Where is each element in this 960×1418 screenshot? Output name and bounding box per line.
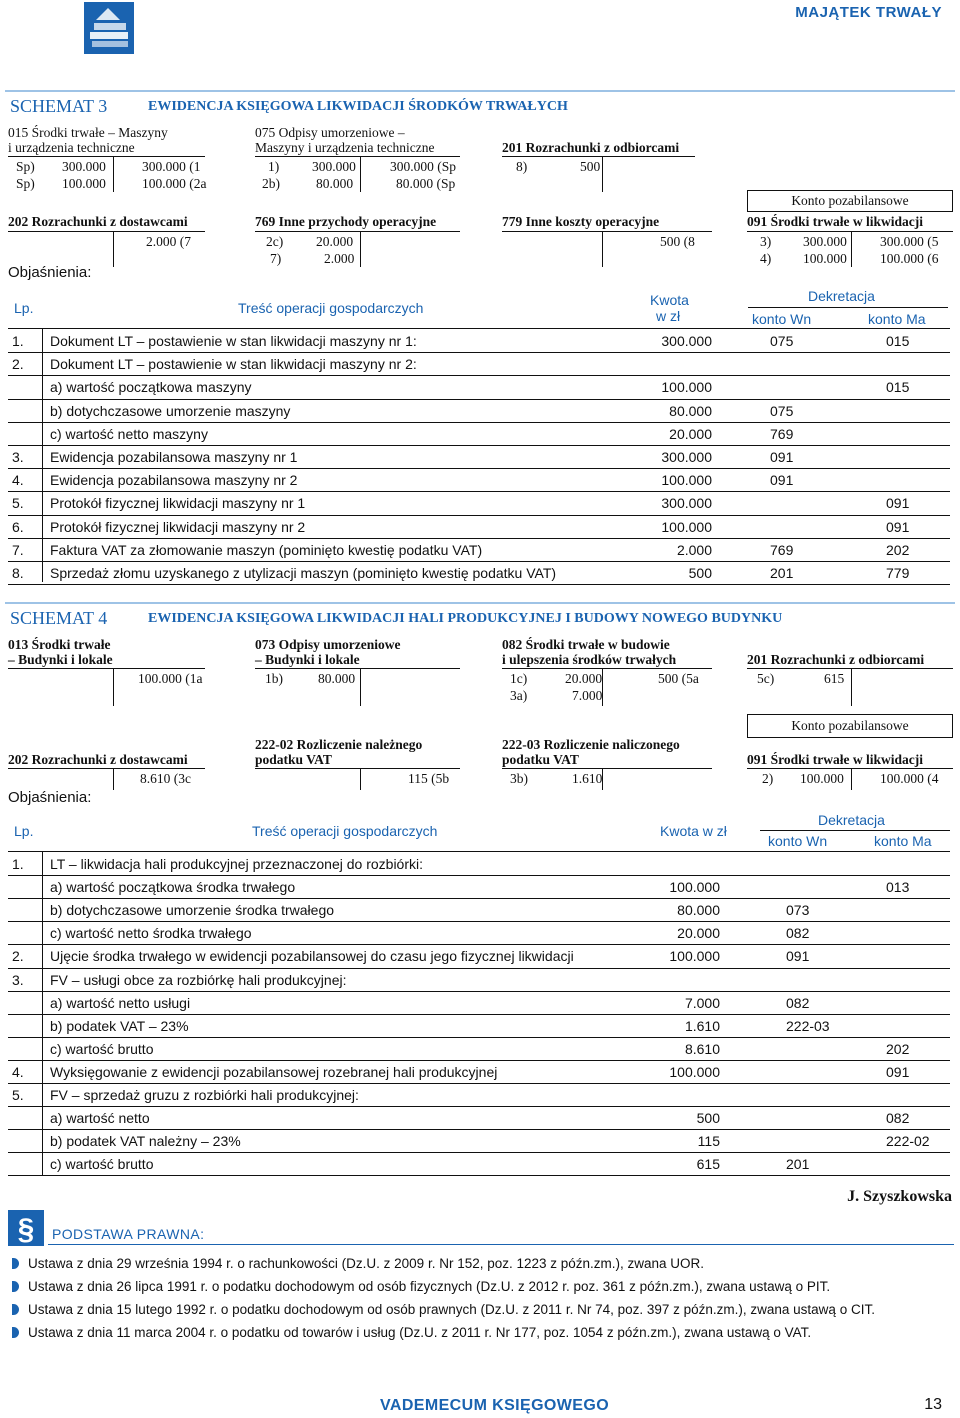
cell-ma: 091 [886,1063,910,1080]
cell-kwota: 20.000 [669,425,712,442]
cell-text: b) dotychczasowe umorzenie środka trwałego [50,902,335,919]
cell-ma: 091 [886,518,910,535]
cell-kwota: 2.000 [676,541,712,558]
t-cell: 300.000 (5 [880,234,939,249]
col-ma: konto Ma [868,311,926,327]
cell-text: Dokument LT – postawienie w stan likwidacji maszyny nr 2: [50,356,417,373]
t-cell: 4) [760,251,772,266]
cell-wn: 201 [770,565,794,581]
t-cell: 20.000 [565,671,603,686]
bullet-icon [12,1327,19,1338]
t-cell: 7) [270,251,282,266]
t-cell: 100.000 (2a [142,176,207,191]
cell-wn: 769 [770,425,794,442]
cell-text: Faktura VAT za złomowanie maszyn (pominięto kwestię podatku VAT) [50,541,483,558]
cell-kwota: 20.000 [677,925,720,942]
cell-kwota: 80.000 [677,902,720,919]
cell-ma: 082 [886,1110,910,1127]
t-cell: 2) [762,771,774,786]
cell-wn: 091 [786,948,810,965]
cell-kwota: 100.000 [661,472,712,489]
t-cell: 80.000 (Sp [396,176,456,191]
acc201-4-title: 201 Rozrachunki z odbiorcami [747,652,925,667]
cell-lp: 2. [12,356,24,373]
cell-text: a) wartość netto [50,1110,150,1127]
schema4-title: EWIDENCJA KSIĘGOWA LIKWIDACJI HALI PRODUKCYJNEJ I BUDOWY NOWEGO BUDYNKU [148,611,783,626]
t-cell: 500 (8 [660,234,695,249]
cell-text: Dokument LT – postawienie w stan likwidacji maszyny nr 1: [50,333,417,349]
cell-kwota: 615 [696,1156,720,1173]
t-cell: 1c) [510,671,528,686]
col-dekretacja: Dekretacja [808,288,875,304]
cell-kwota: 8.610 [684,1040,720,1057]
t-cell: Sp) [16,159,35,174]
cell-text: c) wartość netto maszyny [50,425,208,442]
legal-item [12,1325,811,1340]
acc22202-title: 222-02 Rozliczenie należnego podatku VAT [255,737,423,767]
cell-ma: 222-02 [886,1133,930,1150]
acc091-4-title: 091 Środki trwałe w likwidacji [747,752,924,767]
cell-wn: 222-03 [786,1017,830,1034]
t-cell: 615 [824,671,845,686]
acc779-title: 779 Inne koszty operacyjne [502,214,660,229]
t-cell: 300.000 [62,159,106,174]
col-dekretacja-4: Dekretacja [818,812,885,828]
cell-kwota: 300.000 [661,333,712,349]
cell-kwota: 300.000 [661,449,712,465]
page-number: 13 [924,1396,942,1413]
t-cell: 100.000 (4 [880,771,939,786]
cell-ma: 013 [886,879,910,896]
schema3-title: EWIDENCJA KSIĘGOWA LIKWIDACJI ŚRODKÓW TRWAŁYCH [148,99,568,114]
footer-title: VADEMECUM KSIĘGOWEGO [380,1397,610,1414]
t-cell: 2c) [266,234,284,249]
schema3-bar [5,90,955,118]
cell-wn: 073 [786,902,810,919]
col-ma-4: konto Ma [874,833,932,849]
acc075-title: 075 Odpisy umorzeniowe – Maszyny i urządzenia techniczne [255,125,435,155]
col-tresc: Treść operacji gospodarczych [238,300,424,316]
cell-text: Ewidencja pozabilansowa maszyny nr 1 [50,449,298,465]
col-wn-4: konto Wn [768,833,828,849]
t-cell: 3a) [510,688,528,703]
cell-wn: 091 [770,449,794,465]
legal-text: Ustawa z dnia 29 września 1994 r. o rachunkowości (Dz.U. z 2009 r. Nr 152, poz. 1223 z późn.zm.), zwana UOR. [28,1256,705,1271]
t-cell: 80.000 [316,176,354,191]
t-cell: 2.000 (7 [146,234,191,249]
col-lp-4: Lp. [14,823,34,839]
acc22203-title: 222-03 Rozliczenie naliczonego podatku VAT [502,737,680,767]
paragraph-icon [8,1210,44,1246]
acc015-title: 015 Środki trwałe – Maszyny i urządzenia techniczne [8,125,168,155]
t-cell: 100.000 (6 [880,251,939,266]
cell-lp: 2. [12,948,24,965]
konto-pozabilansowe-label-4: Konto pozabilansowe [747,714,953,738]
cell-ma: 779 [886,565,910,581]
acc013-title: 013 Środki trwałe – Budynki i lokale [8,637,113,667]
cell-ma: 091 [886,495,910,512]
t-cell: 1b) [265,671,283,686]
svg-text:§: § [17,1213,35,1246]
cell-ma: 202 [886,1040,910,1057]
cell-text: b) podatek VAT – 23% [50,1017,189,1034]
t-cell: 7.000 [572,688,603,703]
cell-kwota: 80.000 [669,402,712,419]
cell-ma: 015 [886,379,910,396]
cell-kwota: 115 [697,1133,720,1150]
cell-kwota: 100.000 [661,518,712,535]
schema4-bar [5,602,955,630]
objasnienia-heading-4: Objaśnienia: [8,789,92,806]
cell-kwota: 500 [696,1110,720,1127]
cell-kwota: 100.000 [669,948,720,965]
cell-text: a) wartość początkowa środka trwałego [50,879,296,896]
legal-item [12,1302,875,1317]
cell-lp: 7. [12,541,24,558]
t-cell: 500 (5a [658,671,699,686]
schema4-label: SCHEMAT 4 [10,608,108,628]
cell-text: a) wartość netto usługi [50,994,191,1011]
cell-kwota: 7.000 [684,994,720,1011]
t-cell: 8.610 (3c [140,771,191,786]
legal-text: Ustawa z dnia 11 marca 2004 r. o podatku od towarów i usług (Dz.U. z 2011 r. Nr 177, poz. 1054 z późn.zm.), zwana ustawą o VAT. [28,1325,812,1340]
t-cell: 1.610 [572,771,603,786]
cell-lp: 8. [12,565,24,581]
t-cell: 115 (5b [408,771,450,786]
cell-wn: 082 [786,925,810,942]
cell-text: FV – usługi obce za rozbiórkę hali produkcyjnej: [50,971,347,988]
legal-text: Ustawa z dnia 15 lutego 1992 r. o podatku dochodowym od osób prawnych (Dz.U. z 2011 r. Nr 74, poz. 397 z późn.zm.), zwana ustawą o CIT. [28,1302,875,1317]
cell-wn: 075 [770,402,794,419]
col-kwota-unit: w zł [656,308,681,324]
bullet-icon [12,1258,19,1269]
cell-wn: 769 [770,541,794,558]
cell-ma: 202 [886,541,910,558]
cell-text: c) wartość netto środka trwałego [50,925,252,942]
cell-wn: 082 [786,994,810,1011]
bullet-icon [12,1281,19,1292]
cell-text: LT – likwidacja hali produkcyjnej przeznaczonej do rozbiórki: [50,856,424,872]
t-cell: 5c) [757,671,775,686]
cell-lp: 4. [12,1063,24,1080]
schema3-label: SCHEMAT 3 [10,96,108,116]
t-cell: Sp) [16,176,35,191]
t-cell: 300.000 (1 [142,159,201,174]
t-cell: 80.000 [318,671,356,686]
t-cell: 500 [580,159,601,174]
cell-wn: 201 [786,1156,810,1173]
acc201-title: 201 Rozrachunki z odbiorcami [502,140,680,155]
cell-text: Protokół fizycznej likwidacji maszyny nr 2 [50,518,306,535]
t-cell: 2b) [262,176,280,191]
t-cell: 8) [516,159,528,174]
book-stack-icon [84,2,134,54]
cell-kwota: 100.000 [669,879,720,896]
cell-ma: 015 [886,333,910,349]
t-cell: 100.000 [62,176,106,191]
t-cell: 100.000 [800,771,844,786]
cell-text: b) dotychczasowe umorzenie maszyny [50,402,291,419]
cell-lp: 4. [12,472,24,489]
cell-text: c) wartość brutto [50,1156,154,1173]
cell-text: Ujęcie środka trwałego w ewidencji pozabilansowej do czasu jego fizycznej likwidacji [50,948,574,965]
cell-text: Wyksięgowanie z ewidencji pozabilansowej rozebranej hali produkcyjnej [50,1063,498,1080]
cell-lp: 3. [12,449,24,465]
cell-kwota: 500 [688,565,712,581]
cell-text: c) wartość brutto [50,1040,154,1057]
acc091-title: 091 Środki trwałe w likwidacji [747,214,924,229]
t-cell: 2.000 [324,251,355,266]
col-lp: Lp. [14,300,34,316]
acc073-title: 073 Odpisy umorzeniowe – Budynki i lokale [255,637,401,667]
podstawa-heading: PODSTAWA PRAWNA: [52,1226,205,1242]
header-title: MAJĄTEK TRWAŁY [795,4,942,21]
cell-text: a) wartość początkowa maszyny [50,379,252,396]
t-cell: 100.000 [803,251,847,266]
t-cell: 20.000 [316,234,354,249]
cell-lp: 5. [12,495,24,512]
col-kwota: Kwota [650,292,689,308]
col-wn: konto Wn [752,311,812,327]
legal-item [12,1279,830,1294]
cell-lp: 1. [12,856,24,872]
cell-wn: 091 [770,472,794,489]
cell-text: b) podatek VAT należny – 23% [50,1133,241,1150]
bullet-icon [12,1304,19,1315]
cell-lp: 5. [12,1087,24,1103]
acc769-title: 769 Inne przychody operacyjne [255,214,437,229]
cell-text: Sprzedaż złomu uzyskanego z utylizacji maszyn (pominięto kwestię podatku VAT) [50,565,557,581]
cell-lp: 3. [12,971,24,988]
cell-text: FV – sprzedaż gruzu z rozbiórki hali produkcyjnej: [50,1087,359,1103]
cell-kwota: 1.610 [684,1017,720,1034]
t-cell: 300.000 [312,159,356,174]
cell-kwota: 100.000 [669,1063,720,1080]
cell-lp: 1. [12,333,24,349]
legal-item [12,1256,704,1271]
konto-pozabilansowe-label: Konto pozabilansowe [747,190,953,212]
t-cell: 3) [760,234,772,249]
acc202-4-title: 202 Rozrachunki z dostawcami [8,752,188,767]
t-cell: 1) [268,159,280,174]
cell-lp: 6. [12,518,24,535]
cell-text: Ewidencja pozabilansowa maszyny nr 2 [50,472,298,489]
acc202-title: 202 Rozrachunki z dostawcami [8,214,188,229]
cell-text: Protokół fizycznej likwidacji maszyny nr 1 [50,495,306,512]
cell-kwota: 300.000 [661,495,712,512]
legal-text: Ustawa z dnia 26 lipca 1991 r. o podatku dochodowym od osób fizycznych (Dz.U. z 2012 r. poz. 361 z późn.zm.), zwana ustawą o PIT. [28,1279,831,1294]
cell-kwota: 100.000 [661,379,712,396]
t-cell: 100.000 (1a [138,671,203,686]
t-cell: 300.000 [803,234,847,249]
objasnienia-heading: Objaśnienia: [8,264,92,281]
author: J. Szyszkowska [847,1188,952,1205]
col-tresc-4: Treść operacji gospodarczych [252,823,438,839]
cell-wn: 075 [770,333,794,349]
t-cell: 300.000 (Sp [390,159,457,174]
acc082-title: 082 Środki trwałe w budowie i ulepszenia środków trwałych [502,637,677,667]
col-kwota-4: Kwota w zł [660,823,727,839]
t-cell: 3b) [510,771,528,786]
